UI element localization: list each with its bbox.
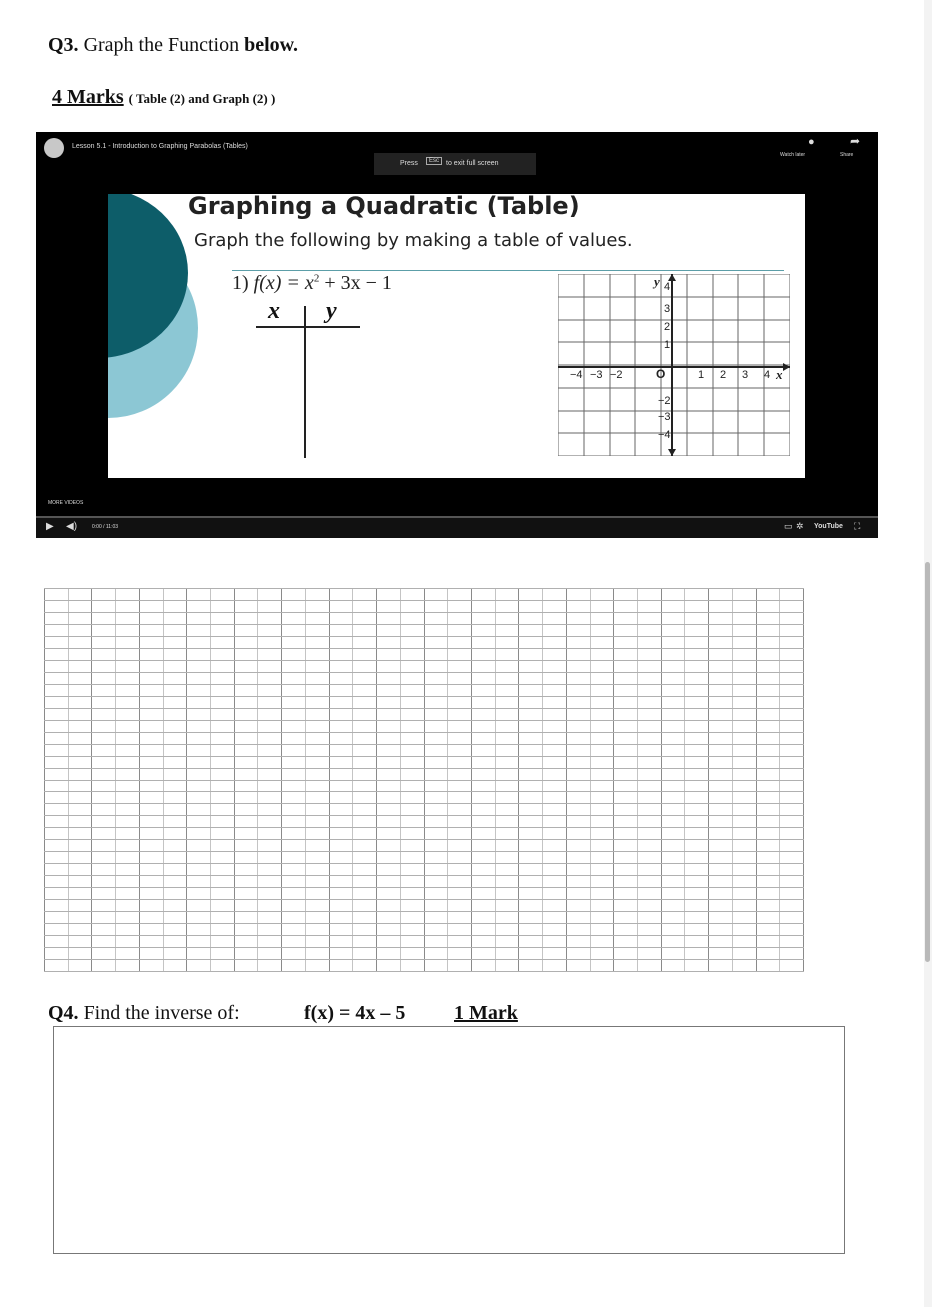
function-exponent: 2 bbox=[313, 272, 320, 285]
embedded-video[interactable] bbox=[36, 132, 878, 538]
share-icon[interactable]: ➦ bbox=[850, 134, 861, 148]
x-tick-label: −3 bbox=[590, 369, 603, 381]
progress-bar[interactable] bbox=[36, 516, 878, 518]
slide-divider bbox=[232, 270, 784, 271]
y-axis-arrow-up-icon bbox=[668, 274, 676, 281]
settings-icon[interactable]: ✲ bbox=[796, 521, 804, 531]
captions-icon[interactable]: ▭ bbox=[784, 521, 793, 531]
q4-marks: 1 Mark bbox=[454, 1002, 518, 1024]
y-tick-label: 2 bbox=[664, 321, 671, 333]
video-controls bbox=[36, 516, 878, 538]
x-tick-label: 4 bbox=[764, 369, 771, 381]
graph-paper-lines bbox=[44, 588, 804, 972]
q3-label: Q3. bbox=[48, 34, 79, 56]
table-header-x: x bbox=[268, 298, 280, 324]
volume-icon[interactable]: ◀) bbox=[66, 521, 78, 532]
youtube-logo[interactable]: YouTube bbox=[814, 523, 843, 530]
table-horizontal-rule bbox=[256, 326, 360, 328]
function-rest: + 3x − 1 bbox=[324, 272, 392, 294]
y-tick-label: −3 bbox=[658, 411, 671, 423]
watch-later-button[interactable]: Watch later bbox=[780, 152, 806, 158]
grid-tick-labels bbox=[570, 281, 770, 441]
question-3-heading bbox=[48, 34, 298, 57]
fullscreen-icon[interactable]: ⛶ bbox=[854, 521, 861, 531]
clock-icon[interactable]: ● bbox=[808, 136, 815, 148]
video-title[interactable]: Lesson 5.1 - Introduction to Graphing Parabolas (Tables) bbox=[72, 143, 248, 150]
y-tick-label: 3 bbox=[664, 303, 671, 315]
q3-bold-word: below. bbox=[244, 34, 298, 56]
esc-key: Esc bbox=[426, 157, 442, 165]
q3-marks-detail: ( Table (2) and Graph (2) ) bbox=[128, 91, 276, 106]
x-tick-label: 2 bbox=[720, 369, 727, 381]
more-videos-label[interactable]: MORE VIDEOS bbox=[48, 500, 84, 506]
y-tick-label: 1 bbox=[664, 339, 671, 351]
q3-marks bbox=[52, 86, 275, 109]
x-tick-label: −4 bbox=[570, 369, 583, 381]
coordinate-grid-lines bbox=[558, 274, 790, 456]
x-tick-label: 1 bbox=[698, 369, 705, 381]
q4-function: f(x) = 4x – 5 bbox=[304, 1002, 406, 1024]
y-tick-label: −4 bbox=[658, 429, 671, 441]
slide-function bbox=[232, 272, 392, 295]
esc-hint-prefix: Press bbox=[400, 160, 418, 167]
q3-text: Graph the Function bbox=[83, 34, 240, 56]
time-display: 0:00 / 11:03 bbox=[92, 524, 119, 530]
exit-fullscreen-hint bbox=[374, 153, 536, 175]
channel-logo-icon bbox=[44, 138, 64, 158]
y-axis-label: y bbox=[654, 274, 660, 289]
q4-answer-box[interactable] bbox=[53, 1026, 845, 1254]
coordinate-grid bbox=[558, 274, 790, 456]
function-base: f(x) = x bbox=[253, 272, 314, 294]
esc-hint-suffix: to exit full screen bbox=[446, 160, 499, 167]
slide-subtitle: Graph the following by making a table of values. bbox=[194, 230, 633, 251]
x-tick-label: 3 bbox=[742, 369, 749, 381]
x-axis-label: x bbox=[776, 367, 783, 382]
q4-label: Q4. bbox=[48, 1002, 79, 1024]
y-tick-label: 4 bbox=[664, 281, 671, 293]
y-tick-label: −2 bbox=[658, 395, 671, 407]
y-axis-arrow-down-icon bbox=[668, 449, 676, 456]
share-button[interactable]: Share bbox=[840, 152, 854, 158]
vertical-scrollbar[interactable] bbox=[925, 562, 930, 962]
q3-marks-main: 4 Marks bbox=[52, 86, 124, 108]
x-tick-label: −2 bbox=[610, 369, 623, 381]
problem-number: 1) bbox=[232, 272, 249, 294]
q4-text: Find the inverse of: bbox=[83, 1002, 240, 1024]
x-axis-arrow-icon bbox=[783, 363, 790, 371]
lesson-slide bbox=[108, 194, 805, 478]
slide-title: Graphing a Quadratic (Table) bbox=[188, 194, 580, 220]
play-icon[interactable]: ▶ bbox=[46, 521, 54, 532]
question-4-heading bbox=[48, 1002, 240, 1025]
table-header-y: y bbox=[326, 298, 337, 324]
table-vertical-rule bbox=[304, 306, 306, 458]
origin-label: O bbox=[656, 367, 666, 381]
graph-paper-grid bbox=[44, 588, 804, 972]
